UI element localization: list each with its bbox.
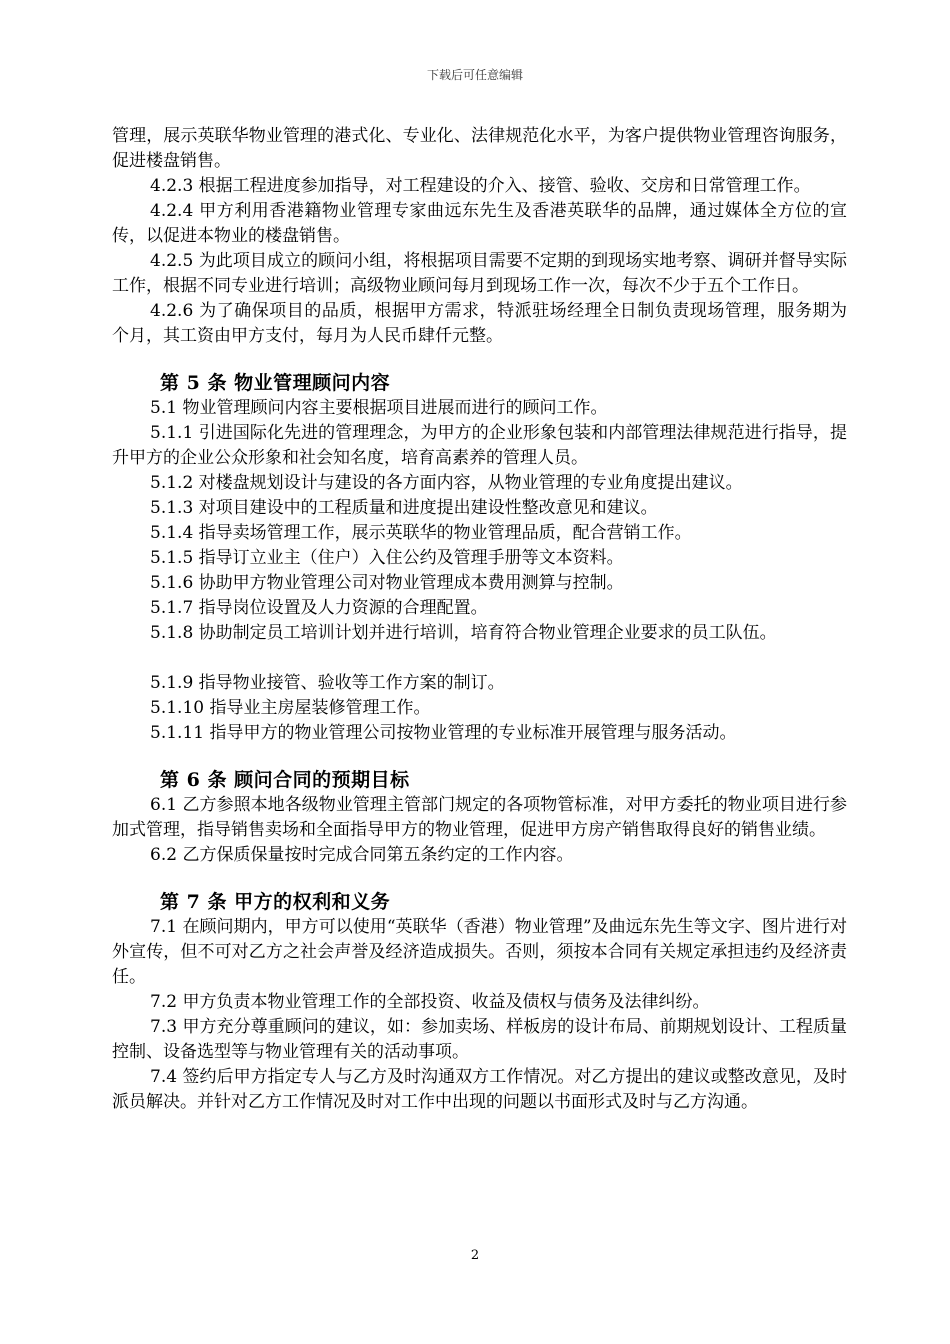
paragraph: 5.1.1 引进国际化先进的管理理念，为甲方的企业形象包装和内部管理法律规范进行指导，提升甲方的企业公众形象和社会知名度，培育高素养的管理人员。	[112, 423, 847, 468]
paragraph: 管理，展示英联华物业管理的港式化、专业化、法律规范化水平，为客户提供物业管理咨询服务，促进楼盘销售。	[112, 126, 847, 171]
section-heading: 第 6 条 顾问合同的预期目标	[160, 769, 410, 791]
page-header: 下载后可任意编辑	[426, 68, 523, 82]
paragraph: 5.1.10 指导业主房屋装修管理工作。	[150, 698, 431, 718]
paragraph: 5.1.7 指导岗位设置及人力资源的合理配置。	[150, 598, 488, 618]
paragraph: 7.2 甲方负责本物业管理工作的全部投资、收益及债权与债务及法律纠纷。	[150, 992, 710, 1012]
section-heading: 第 7 条 甲方的权利和义务	[160, 891, 391, 913]
paragraph: 5.1 物业管理顾问内容主要根据项目进展而进行的顾问工作。	[150, 398, 608, 418]
blank-line	[112, 646, 847, 671]
section-heading: 第 5 条 物业管理顾问内容	[160, 372, 391, 394]
page-number: 2	[470, 1248, 480, 1263]
paragraph: 5.1.3 对项目建设中的工程质量和进度提出建设性整改意见和建议。	[150, 498, 658, 518]
section-6	[112, 768, 847, 868]
section-5	[112, 371, 847, 746]
paragraph: 4.2.6 为了确保项目的品质，根据甲方需求，特派驻场经理全日制负责现场管理，服务期为 个月，其工资由甲方支付，每月为人民币肆仟元整。	[112, 301, 847, 346]
paragraph: 7.1 在顾问期内，甲方可以使用“英联华（香港）物业管理”及曲远东先生等文字、图片进行对外宣传，但不可对乙方之社会声誉及经济造成损失。否则，须按本合同有关规定承担违约及经济责任。	[112, 917, 847, 987]
paragraph: 5.1.6 协助甲方物业管理公司对物业管理成本费用测算与控制。	[150, 573, 624, 593]
paragraph: 7.4 签约后甲方指定专人与乙方及时沟通双方工作情况。对乙方提出的建议或整改意见，及时派员解决。并针对乙方工作情况及时对工作中出现的问题以书面形式及时与乙方沟通。	[112, 1067, 847, 1112]
paragraph: 5.1.8 协助制定员工培训计划并进行培训，培育符合物业管理企业要求的员工队伍。	[150, 623, 777, 643]
paragraph: 5.1.11 指导甲方的物业管理公司按物业管理的专业标准开展管理与服务活动。	[150, 723, 737, 743]
section-7	[112, 890, 847, 1115]
document-body	[112, 124, 847, 1115]
section-4-continued	[112, 124, 847, 349]
paragraph: 4.2.3 根据工程进度参加指导，对工程建设的介入、接管、验收、交房和日常管理工作。	[150, 176, 811, 196]
paragraph: 7.3 甲方充分尊重顾问的建议，如：参加卖场、样板房的设计布局、前期规划设计、工程质量控制、设备选型等与物业管理有关的活动事项。	[112, 1017, 847, 1062]
paragraph: 6.1 乙方参照本地各级物业管理主管部门规定的各项物管标准，对甲方委托的物业项目进行参加式管理，指导销售卖场和全面指导甲方的物业管理，促进甲方房产销售取得良好的销售业绩。	[112, 795, 847, 840]
paragraph: 6.2 乙方保质保量按时完成合同第五条约定的工作内容。	[150, 845, 574, 865]
paragraph: 5.1.5 指导订立业主（住户）入住公约及管理手册等文本资料。	[150, 548, 624, 568]
paragraph: 5.1.4 指导卖场管理工作，展示英联华的物业管理品质，配合营销工作。	[150, 523, 692, 543]
paragraph: 4.2.5 为此项目成立的顾问小组，将根据项目需要不定期的到现场实地考察、调研并督导实际工作，根据不同专业进行培训；高级物业顾问每月到现场工作一次，每次不少于五个工作日。	[112, 251, 847, 296]
paragraph: 4.2.4 甲方利用香港籍物业管理专家曲远东先生及香港英联华的品牌，通过媒体全方位的宣传，以促进本物业的楼盘销售。	[112, 201, 847, 246]
paragraph: 5.1.2 对楼盘规划设计与建设的各方面内容，从物业管理的专业角度提出建议。	[150, 473, 743, 493]
paragraph: 5.1.9 指导物业接管、验收等工作方案的制订。	[150, 673, 505, 693]
